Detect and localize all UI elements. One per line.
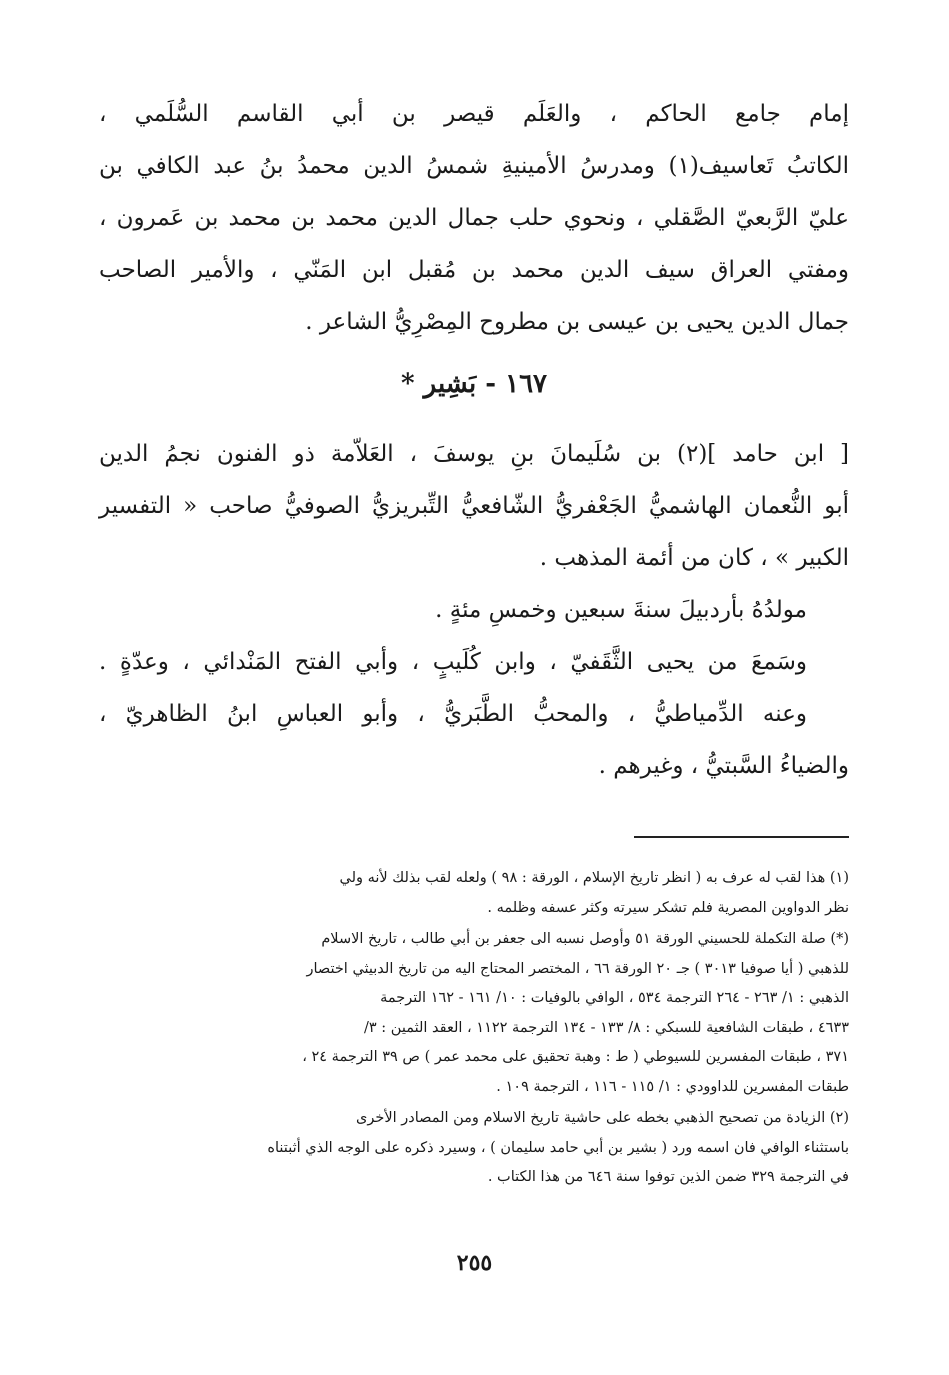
footnote-line: (*) صلة التكملة للحسيني الورقة ٥١ وأوصل نسبه الى جعفر بن أبي طالب ، تاريخ الاسلام: [321, 931, 849, 947]
intro-line: إمام جامع الحاكم ، والعَلَم قيصر بن أبي القاسم السُّلَمي ،: [99, 101, 849, 127]
intro-line: عليّ الرَّبعيّ الصَّقلي ، ونحوي حلب جمال الدين محمد بن محمد بن عَمرون ،: [99, 205, 849, 231]
heard-line: وسَمعَ من يحيى الثَّقَفيّ ، وابن كُلَيبٍ ، وأبي الفتح المَنْدائي ، وعدّةٍ .: [99, 649, 807, 675]
intro-line: ومفتي العراق سيف الدين محمد بن مُقبل ابن المَنّي ، والأمير الصاحب: [99, 257, 849, 283]
intro-line: الكاتبُ تَعاسيف(١) ومدرسُ الأمينيةِ شمسُ الدين محمدُ بنُ عبد الكافي بن: [99, 153, 849, 179]
birth-line: مولدُهُ بأردبيلَ سنةَ سبعين وخمسِ مئةٍ .: [435, 597, 807, 623]
footnote-line: (١) هذا لقب له عرف به ( انظر تاريخ الإسلام ، الورقة : ٩٨ ) ولعله لقب بذلك لأنه ولي: [339, 870, 849, 886]
narrators-line: وعنه الدِّمياطيُّ ، والمحبُّ الطَّبَريُّ ، وأبو العباسِ ابنُ الظاهريّ ،: [99, 701, 807, 727]
entry-line: أبو النُّعمان الهاشميُّ الجَعْفريُّ الشّافعيُّ التِّبريزيُّ الصوفيُّ صاحب « التفسير: [99, 493, 849, 519]
footnotes: [99, 864, 849, 1193]
narrators-line: والضياءُ السَّبتيُّ ، وغيرهم .: [598, 753, 849, 779]
footnote-line: في الترجمة ٣٢٩ ضمن الذين توفوا سنة ٦٤٦ من هذا الكتاب .: [487, 1169, 849, 1185]
footnote-line: باستثناء الوافي فان اسمه ورد ( بشير بن أبي حامد سليمان ) ، وسيرد ذكره على الوجه الذي أثبتناه: [267, 1139, 849, 1156]
footnote-line: (٢) الزيادة من تصحيح الذهبي بخطه على حاشية تاريخ الاسلام ومن المصادر الأخرى: [356, 1110, 849, 1126]
main-text: [99, 88, 849, 792]
entry-title: ١٦٧ - بَشِير *: [400, 369, 548, 399]
page-number: ٢٥٥: [456, 1250, 493, 1276]
footnote-line: ٤٦٣٣ ، طبقات الشافعية للسبكي : ٨/ ١٣٣ - ١٣٤ الترجمة ١١٢٢ ، العقد الثمين : ٣/: [363, 1019, 849, 1036]
footnote-line: نظر الدواوين المصرية فلم تشكر سيرته وكثر عسفه وظلمه .: [487, 899, 849, 916]
footnote-line: للذهبي ( أيا صوفيا ٣٠١٣ ) جـ ٢٠ الورقة ٦٦ ، المختصر المحتاج اليه من تاريخ الدبيثي اختصار: [306, 960, 849, 977]
entry-line: الكبير » ، كان من أئمة المذهب .: [539, 545, 849, 571]
intro-line: جمال الدين يحيى بن عيسى بن مطروح المِصْرِيُّ الشاعر .: [305, 309, 849, 335]
page-body: [99, 88, 849, 1193]
entry-line: [ ابن حامد ](٢) بن سُلَيمانَ بنِ يوسفَ ، العَلاّمة ذو الفنون نجمُ الدين: [99, 441, 850, 467]
footnote-line: الذهبي : ١/ ٢٦٣ - ٢٦٤ الترجمة ٥٣٤ ، الوافي بالوفيات : ١٠/ ١٦١ - ١٦٢ الترجمة: [380, 990, 849, 1006]
footnote-separator: [634, 836, 849, 838]
footnote-line: ٣٧١ ، طبقات المفسرين للسيوطي ( ط : وهبة تحقيق على محمد عمر ) ص ٣٩ الترجمة ٢٤ ،: [302, 1049, 849, 1065]
footnote-line: طبقات المفسرين للداوودي : ١/ ١١٥ - ١١٦ ، الترجمة ١٠٩ .: [496, 1078, 849, 1095]
